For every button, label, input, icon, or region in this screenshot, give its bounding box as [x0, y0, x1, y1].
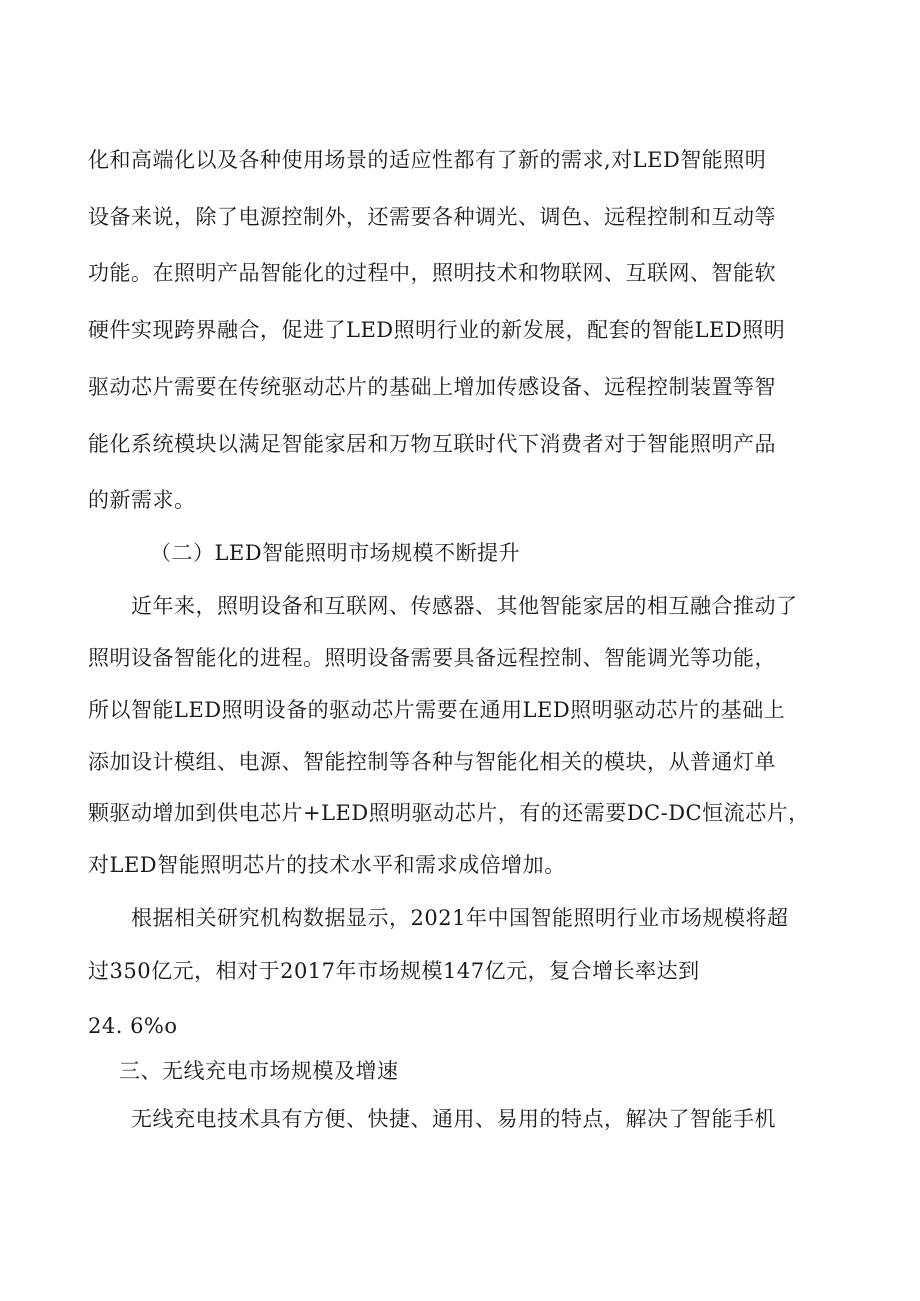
p2-line-3: 所以智能LED照明设备的驱动芯片需要在通用LED照明驱动芯片的基础上 — [88, 698, 786, 722]
subheading-led-market: （二）LED智能照明市场规模不断提升 — [150, 541, 521, 565]
p4-line-1: 无线充电技术具有方便、快捷、通用、易用的特点，解决了智能手机 — [131, 1107, 776, 1131]
p1-line-3: 功能。在照明产品智能化的过程中，照明技术和物联网、互联网、智能软 — [88, 261, 776, 285]
section-heading-wireless-charging: 三、无线充电市场规模及增速 — [119, 1059, 399, 1083]
p1-line-7: 的新需求。 — [88, 488, 196, 512]
p3-line-1: 根据相关研究机构数据显示，2021年中国智能照明行业市场规模将超 — [131, 906, 789, 930]
p2-line-2: 照明设备智能化的进程。照明设备需要具备远程控制、智能调光等功能， — [88, 646, 776, 670]
p1-line-2: 设备来说，除了电源控制外，还需要各种调光、调色、远程控制和互动等 — [88, 205, 776, 229]
p3-line-3: 24. 6%o — [88, 1014, 178, 1038]
p2-line-5: 颗驱动增加到供电芯片+LED照明驱动芯片，有的还需要DC-DC恒流芯片， — [88, 801, 810, 825]
p1-line-1: 化和高端化以及各种使用场景的适应性都有了新的需求,对LED智能照明 — [88, 148, 767, 172]
p2-line-1: 近年来，照明设备和互联网、传感器、其他智能家居的相互融合推动了 — [131, 594, 798, 618]
p2-line-4: 添加设计模组、电源、智能控制等各种与智能化相关的模块，从普通灯单 — [88, 750, 776, 774]
p2-line-6: 对LED智能照明芯片的技术水平和需求成倍增加。 — [88, 853, 566, 877]
p3-line-2: 过350亿元，相对于2017年市场规模147亿元，复合增长率达到 — [88, 959, 700, 983]
p1-line-4: 硬件实现跨界融合，促进了LED照明行业的新发展，配套的智能LED照明 — [88, 318, 786, 342]
p1-line-5: 驱动芯片需要在传统驱动芯片的基础上增加传感设备、远程控制装置等智 — [88, 375, 776, 399]
p1-line-6: 能化系统模块以满足智能家居和万物互联时代下消费者对于智能照明产品 — [88, 432, 776, 456]
